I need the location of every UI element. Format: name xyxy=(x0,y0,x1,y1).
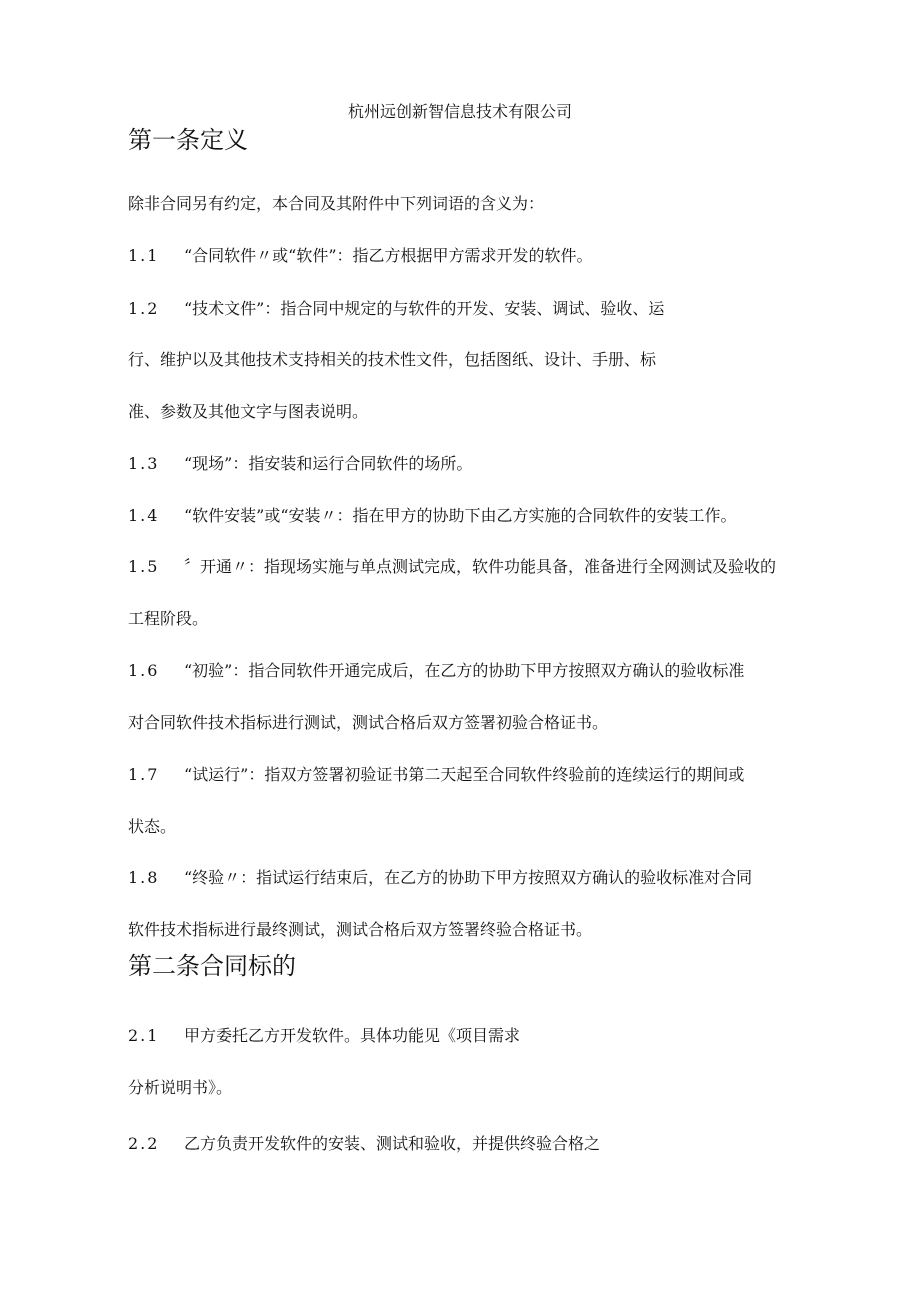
clause-1-5 xyxy=(128,555,776,579)
clause-1-6 xyxy=(128,659,744,683)
clause-text: “终验〃：指试运行结束后，在乙方的协助下甲方按照双方确认的验收标准对合同 xyxy=(184,868,753,887)
clause-text: “现场”：指安装和运行合同软件的场所。 xyxy=(184,454,473,473)
clause-1-3 xyxy=(128,452,472,476)
clause-number: 1.7 xyxy=(128,765,160,784)
clause-text: 乙方负责开发软件的安装、测试和验收，并提供终验合格之 xyxy=(184,1134,601,1153)
clause-1-4 xyxy=(128,504,737,528)
clause-text: 〞开通〃：指现场实施与单点测试完成，软件功能具备，准备进行全网测试及验收的 xyxy=(184,557,777,576)
clause-1-7-cont: 状态。 xyxy=(128,817,177,836)
clause-number: 1.6 xyxy=(128,661,160,680)
clause-2-2 xyxy=(128,1132,600,1156)
company-name: 杭州远创新智信息技术有限公司 xyxy=(347,102,572,121)
clause-1-7 xyxy=(128,763,744,787)
article-1-intro: 除非合同另有约定，本合同及其附件中下列词语的含义为： xyxy=(128,194,545,213)
clause-2-1-cont: 分析说明书》。 xyxy=(128,1078,233,1097)
clause-text: 甲方委托乙方开发软件。具体功能见《项目需求 xyxy=(184,1026,521,1045)
clause-number: 1.4 xyxy=(128,506,160,525)
clause-2-1 xyxy=(128,1024,520,1048)
clause-1-2 xyxy=(128,297,664,321)
clause-1-8 xyxy=(128,866,752,890)
clause-1-2-cont-2: 准、参数及其他文字与图表说明。 xyxy=(128,402,369,421)
clause-number: 2.2 xyxy=(128,1134,160,1153)
clause-text: “合同软件〃或“软件”：指乙方根据甲方需求开发的软件。 xyxy=(184,246,593,265)
article-2-title: 第二条合同标的 xyxy=(128,952,296,980)
article-1-title: 第一条定义 xyxy=(128,126,248,154)
clause-1-2-cont-1: 行、维护以及其他技术支持相关的技术性文件，包括图纸、设计、手册、标 xyxy=(128,350,657,369)
clause-1-8-cont: 软件技术指标进行最终测试，测试合格后双方签署终验合格证书。 xyxy=(128,920,593,939)
clause-1-5-cont: 工程阶段。 xyxy=(128,609,209,628)
clause-text: “软件安装”或“安装〃：指在甲方的协助下由乙方实施的合同软件的安装工作。 xyxy=(184,506,737,525)
clause-number: 1.1 xyxy=(128,246,160,265)
clause-1-1 xyxy=(128,244,593,268)
clause-number: 2.1 xyxy=(128,1026,160,1045)
clause-number: 1.5 xyxy=(128,557,160,576)
clause-1-6-cont: 对合同软件技术指标进行测试，测试合格后双方签署初验合格证书。 xyxy=(128,713,609,732)
clause-number: 1.8 xyxy=(128,868,160,887)
clause-number: 1.3 xyxy=(128,454,160,473)
clause-text: “初验”：指合同软件开通完成后，在乙方的协助下甲方按照双方确认的验收标准 xyxy=(184,661,745,680)
clause-text: “试运行”：指双方签署初验证书第二天起至合同软件终验前的连续运行的期间或 xyxy=(184,765,745,784)
clause-text: “技术文件”：指合同中规定的与软件的开发、安装、调试、验收、运 xyxy=(184,299,665,318)
clause-number: 1.2 xyxy=(128,299,160,318)
